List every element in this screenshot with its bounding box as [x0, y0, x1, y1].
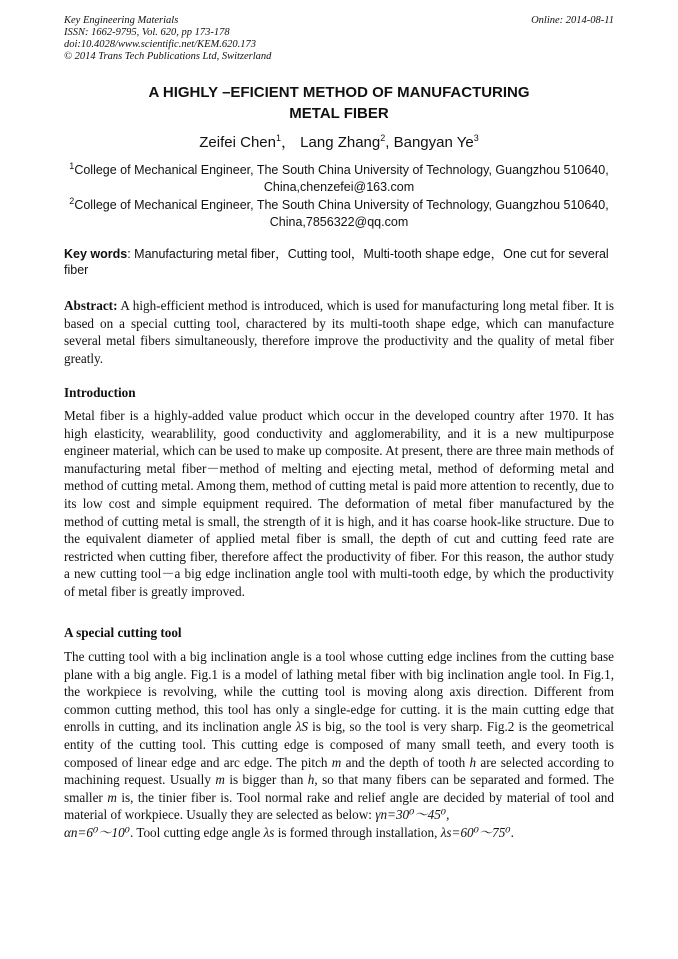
- symbol-h: h: [469, 754, 477, 770]
- introduction-heading: Introduction: [64, 385, 136, 400]
- journal-name: Key Engineering Materials: [64, 15, 179, 26]
- body-text: is bigger than: [224, 772, 308, 788]
- affiliation-2: [64, 193, 614, 231]
- body-text: . Tool cutting edge angle: [129, 824, 264, 840]
- symbol-m: m: [331, 754, 342, 770]
- body-text: and the depth of tooth: [341, 754, 470, 770]
- affiliation-text: College of Mechanical Engineer, The South China University of Technology, Guangzhou 510640,: [74, 198, 609, 213]
- body-text: , so that many fibers can be separated and formed. The smaller: [64, 772, 614, 805]
- author-3-affil: 3: [473, 133, 479, 143]
- copyright-line: © 2014 Trans Tech Publications Ltd, Switzerland: [64, 51, 272, 62]
- author-3: Bangyan Ye: [393, 134, 474, 151]
- abstract-text: A high-efficient method is introduced, which is used for manufacturing long metal fiber. It is based on a special cutting tool, charactered by its multi-tooth shape edge, which can manufacture several metal fibers simultaneously, therefore improve the productivity and the quality of metal fiber greatly.: [64, 298, 614, 366]
- body-text: is, the tinier fiber is. Tool normal rake and relief angle are decided by material of tool and material of workpiece. Usually they are selected as below:: [64, 789, 614, 823]
- online-date: Online: 2014-08-11: [531, 15, 614, 26]
- symbol-m: m: [215, 772, 225, 788]
- affiliation-contact: China,7856322@qq.com: [269, 215, 409, 230]
- body-text: .: [510, 824, 514, 840]
- symbol-h: h: [307, 772, 315, 788]
- author-1-affil: 1: [275, 133, 281, 143]
- body-text: is formed through installation,: [274, 824, 441, 840]
- keywords: [64, 246, 614, 278]
- issn-line: ISSN: 1662-9795, Vol. 620, pp 173-178: [64, 27, 230, 38]
- keywords-label: Key words: [64, 247, 128, 261]
- affiliation-text: College of Mechanical Engineer, The South China University of Technology, Guangzhou 510640,: [74, 163, 609, 178]
- affiliation-contact: China,chenzefei@163.com: [263, 180, 415, 195]
- keywords-text: : Manufacturing metal fiber，Cutting tool，Multi-tooth shape edge，One cut for several fiber: [64, 247, 609, 277]
- journal-header: [64, 15, 614, 63]
- equation-gamma: γn=30⁰～45⁰,: [375, 807, 450, 823]
- section-heading-cutting-tool: A special cutting tool: [64, 625, 182, 640]
- affiliation-marker: 2: [69, 196, 75, 206]
- title-line-1: A HIGHLY –EFICIENT METHOD OF MANUFACTURING: [148, 84, 530, 101]
- body-text: are selected according to machining request. Usually: [64, 754, 615, 788]
- title-line-2: METAL FIBER: [289, 105, 389, 122]
- cutting-tool-body: [64, 648, 614, 842]
- affiliation-marker: 1: [69, 161, 75, 171]
- abstract-label: Abstract:: [64, 298, 118, 313]
- body-text: The cutting tool with a big inclination angle is a tool whose cutting edge inclines from the cutting base plane with a big angle. Fig.1 is a model of lathing metal fiber with big inclination angle tool. In Fig.1, the workpiece is revolving, while the cutting tool is moving along axis direction. Different from common cutting method, this tool has only a single-edge for cutting. it is the main cutting edge that enrolls in cutting, and its inclination angle: [64, 649, 614, 735]
- author-list: [64, 128, 614, 153]
- equation-lambda-range: λs=60⁰～75⁰: [440, 824, 511, 840]
- symbol-lambda-s: λs: [263, 824, 275, 840]
- author-separator: ,: [385, 134, 394, 151]
- symbol-lambda-s: λS: [295, 719, 308, 735]
- author-2-affil: 2: [380, 133, 386, 143]
- body-text: is big, so the tool is very sharp. Fig.2 is the geometrical entity of the cutting tool. This cutting edge is composed of many small teeth, and every tooth is composed of linear edge and arc edge. The pitch: [64, 719, 614, 770]
- paper-title: [64, 82, 614, 124]
- affiliation-1: [64, 158, 614, 196]
- equation-alpha: αn=6⁰～10⁰: [64, 824, 130, 840]
- author-2: Lang Zhang: [300, 134, 381, 151]
- author-separator: ，: [281, 134, 301, 151]
- symbol-m: m: [107, 789, 117, 805]
- introduction-body: Metal fiber is a highly-added value product which occur in the developed country after 1970. It has high elasticity, wearablility, good conductivity and agglomerability, and it is a new multipurpose engineer material, which can be used to make up composite. At present, there are three main methods of manufacturing metal fiber－method of melting and ejecting metal, method of deforming metal and method of cutting metal. Among them, method of cutting metal is paid more attention to recently, due to its low cost and simple equipment required. The deformation of metal fiber manufactured by the method of cutting metal is small, the strength of it is high, and it has coarse hook-like structure. Due to the equivalent diameter of applied metal fiber is small, the depth of cut and cutting feed rate are restricted when cutting fiber, therefore affect the productivity of fiber. For this reason, the author study a new cutting tool－a big edge inclination angle tool with multi-tooth edge, by which the productivity of metal fiber is greatly improved.: [64, 408, 614, 599]
- author-1: Zeifei Chen: [199, 134, 276, 151]
- abstract: [64, 297, 614, 367]
- doi-line: doi:10.4028/www.scientific.net/KEM.620.173: [64, 39, 256, 50]
